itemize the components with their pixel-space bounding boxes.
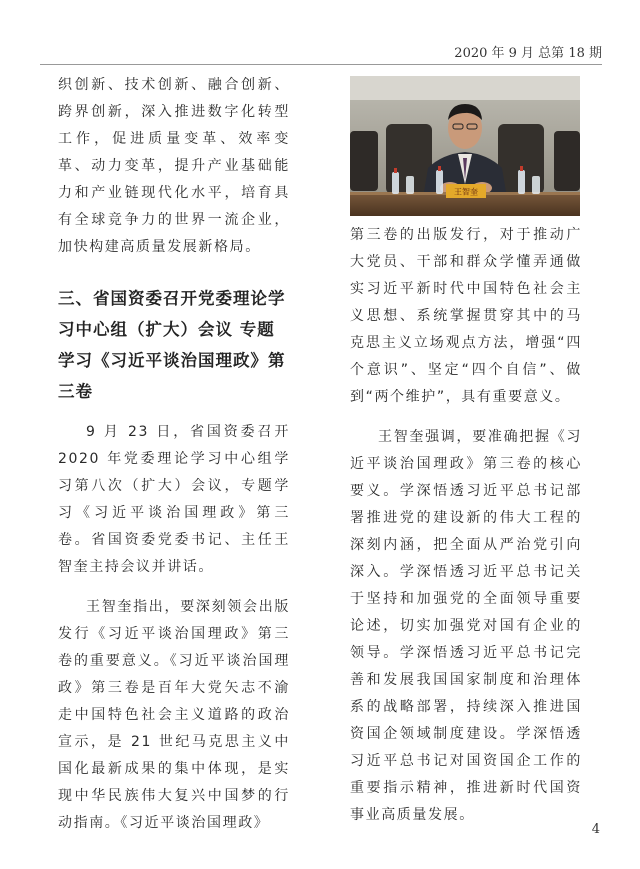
meeting-photo	[350, 76, 580, 216]
issue-header: 2020 年 9 月 总第 18 期	[454, 46, 602, 61]
continuation-text-right: 第三卷的出版发行，对于推动广大党员、干部和群众学懂弄通做实习近平新时代中国特色社会主义思想、系统掌握贯穿其中的马克思主义立场观点方法，增强“四个意识”、坚定“四个自信”、做到“两个维护”，具有重要意义。	[350, 227, 582, 405]
section-heading: 三、省国资委召开党委理论学习中心组（扩大）会议 专题学习《习近平谈治国理政》第三卷	[58, 289, 286, 401]
body-paragraph-meeting: 9 月 23 日，省国资委召开 2020 年党委理论学习中心组学习第八次（扩大）会议，专题学习《习近平谈治国理政》第三卷。省国资委党委书记、主任王智奎主持会议并讲话。	[58, 424, 290, 575]
header-rule	[40, 64, 602, 65]
placard-text: 王智奎	[454, 187, 478, 197]
right-column	[350, 72, 582, 829]
body-paragraph-significance: 王智奎指出，要深刻领会出版发行《习近平谈治国理政》第三卷的重要意义。《习近平谈治国理政》第三卷是百年大党矢志不渝走中国特色社会主义道路的政治宣示，是 21 世纪马克思主义中国化最新成果的集中体现，是实现中华民族伟大复兴中国梦的行动指南。《习近平谈治国理政》	[58, 599, 290, 831]
continuation-text: 织创新、技术创新、融合创新、跨界创新，深入推进数字化转型工作，促进质量变革、效率变革、动力变革，提升产业基础能力和产业链现代化水平，培育具有全球竞争力的世界一流企业，加快构建高质量发展新格局。	[58, 77, 290, 255]
body-paragraph-core-meaning: 王智奎强调，要准确把握《习近平谈治国理政》第三卷的核心要义。学深悟透习近平总书记部署推进党的建设新的伟大工程的深刻内涵，把全面从严治党引向深入。学深悟透习近平总书记关于坚持和加强党的全面领导重要论述，切实加强党对国有企业的领导。学深悟透习近平总书记完善和发展我国国家制度和治理体系的战略部署，持续深入推进国资国企领域制度建设。学深悟透习近平总书记对国资国企工作的重要指示精神，推进新时代国资事业高质量发展。	[350, 429, 582, 823]
left-column	[58, 72, 290, 837]
page-number: 4	[591, 822, 600, 837]
